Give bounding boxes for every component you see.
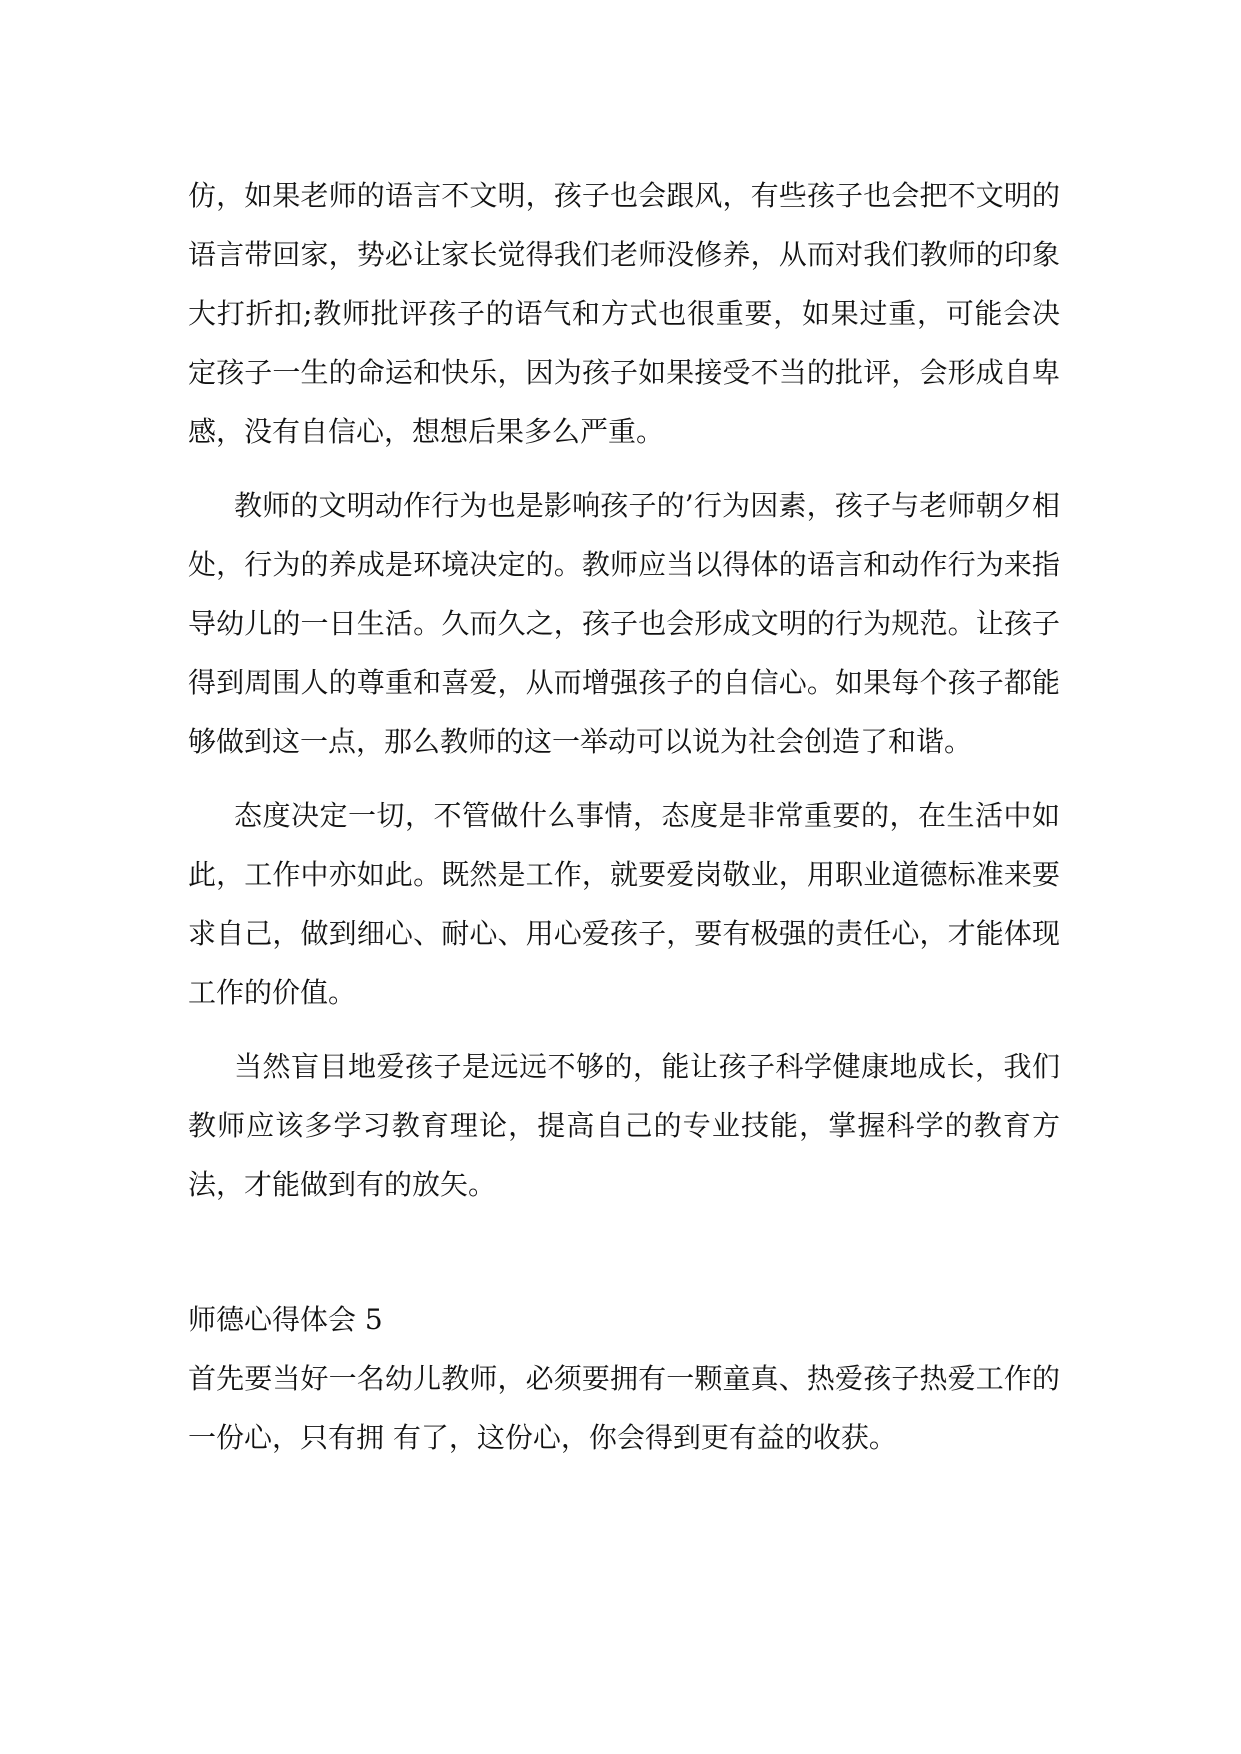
section-heading: 师德心得体会 5 [188, 1303, 383, 1336]
paragraph-scientific-love: 当然盲目地爱孩子是远远不够的，能让孩子科学健康地成长，我们教师应该多学习教育理论，提高自己的专业技能，掌握科学的教育方法，才能做到有的放矢。 [188, 1050, 1060, 1201]
document-body [188, 166, 1060, 1482]
paragraph-teacher-behavior: 教师的文明动作行为也是影响孩子的’行为因素，孩子与老师朝夕相处，行为的养成是环境决定的。教师应当以得体的语言和动作行为来指导幼儿的一日生活。久而久之，孩子也会形成文明的行为规范。让孩子得到周围人的尊重和喜爱，从而增强孩子的自信心。如果每个孩子都能够做到这一点，那么教师的这一举动可以说为社会创造了和谐。 [188, 489, 1060, 758]
paragraph-continued: 仿，如果老师的语言不文明，孩子也会跟风，有些孩子也会把不文明的语言带回家，势必让家长觉得我们老师没修养，从而对我们教师的印象大打折扣;教师批评孩子的语气和方式也很重要，如果过重，可能会决定孩子一生的命运和快乐，因为孩子如果接受不当的批评，会形成自卑感，没有自信心，想想后果多么严重。 [188, 179, 1060, 448]
paragraph-attitude: 态度决定一切，不管做什么事情，态度是非常重要的，在生活中如此，工作中亦如此。既然是工作，就要爱岗敬业，用职业道德标准来要求自己，做到细心、耐心、用心爱孩子，要有极强的责任心，才能体现工作的价值。 [188, 799, 1060, 1009]
paragraph-section-intro: 首先要当好一名幼儿教师，必须要拥有一颗童真、热爱孩子热爱工作的一份心，只有拥 有了，这份心，你会得到更有益的收获。 [188, 1362, 1060, 1454]
